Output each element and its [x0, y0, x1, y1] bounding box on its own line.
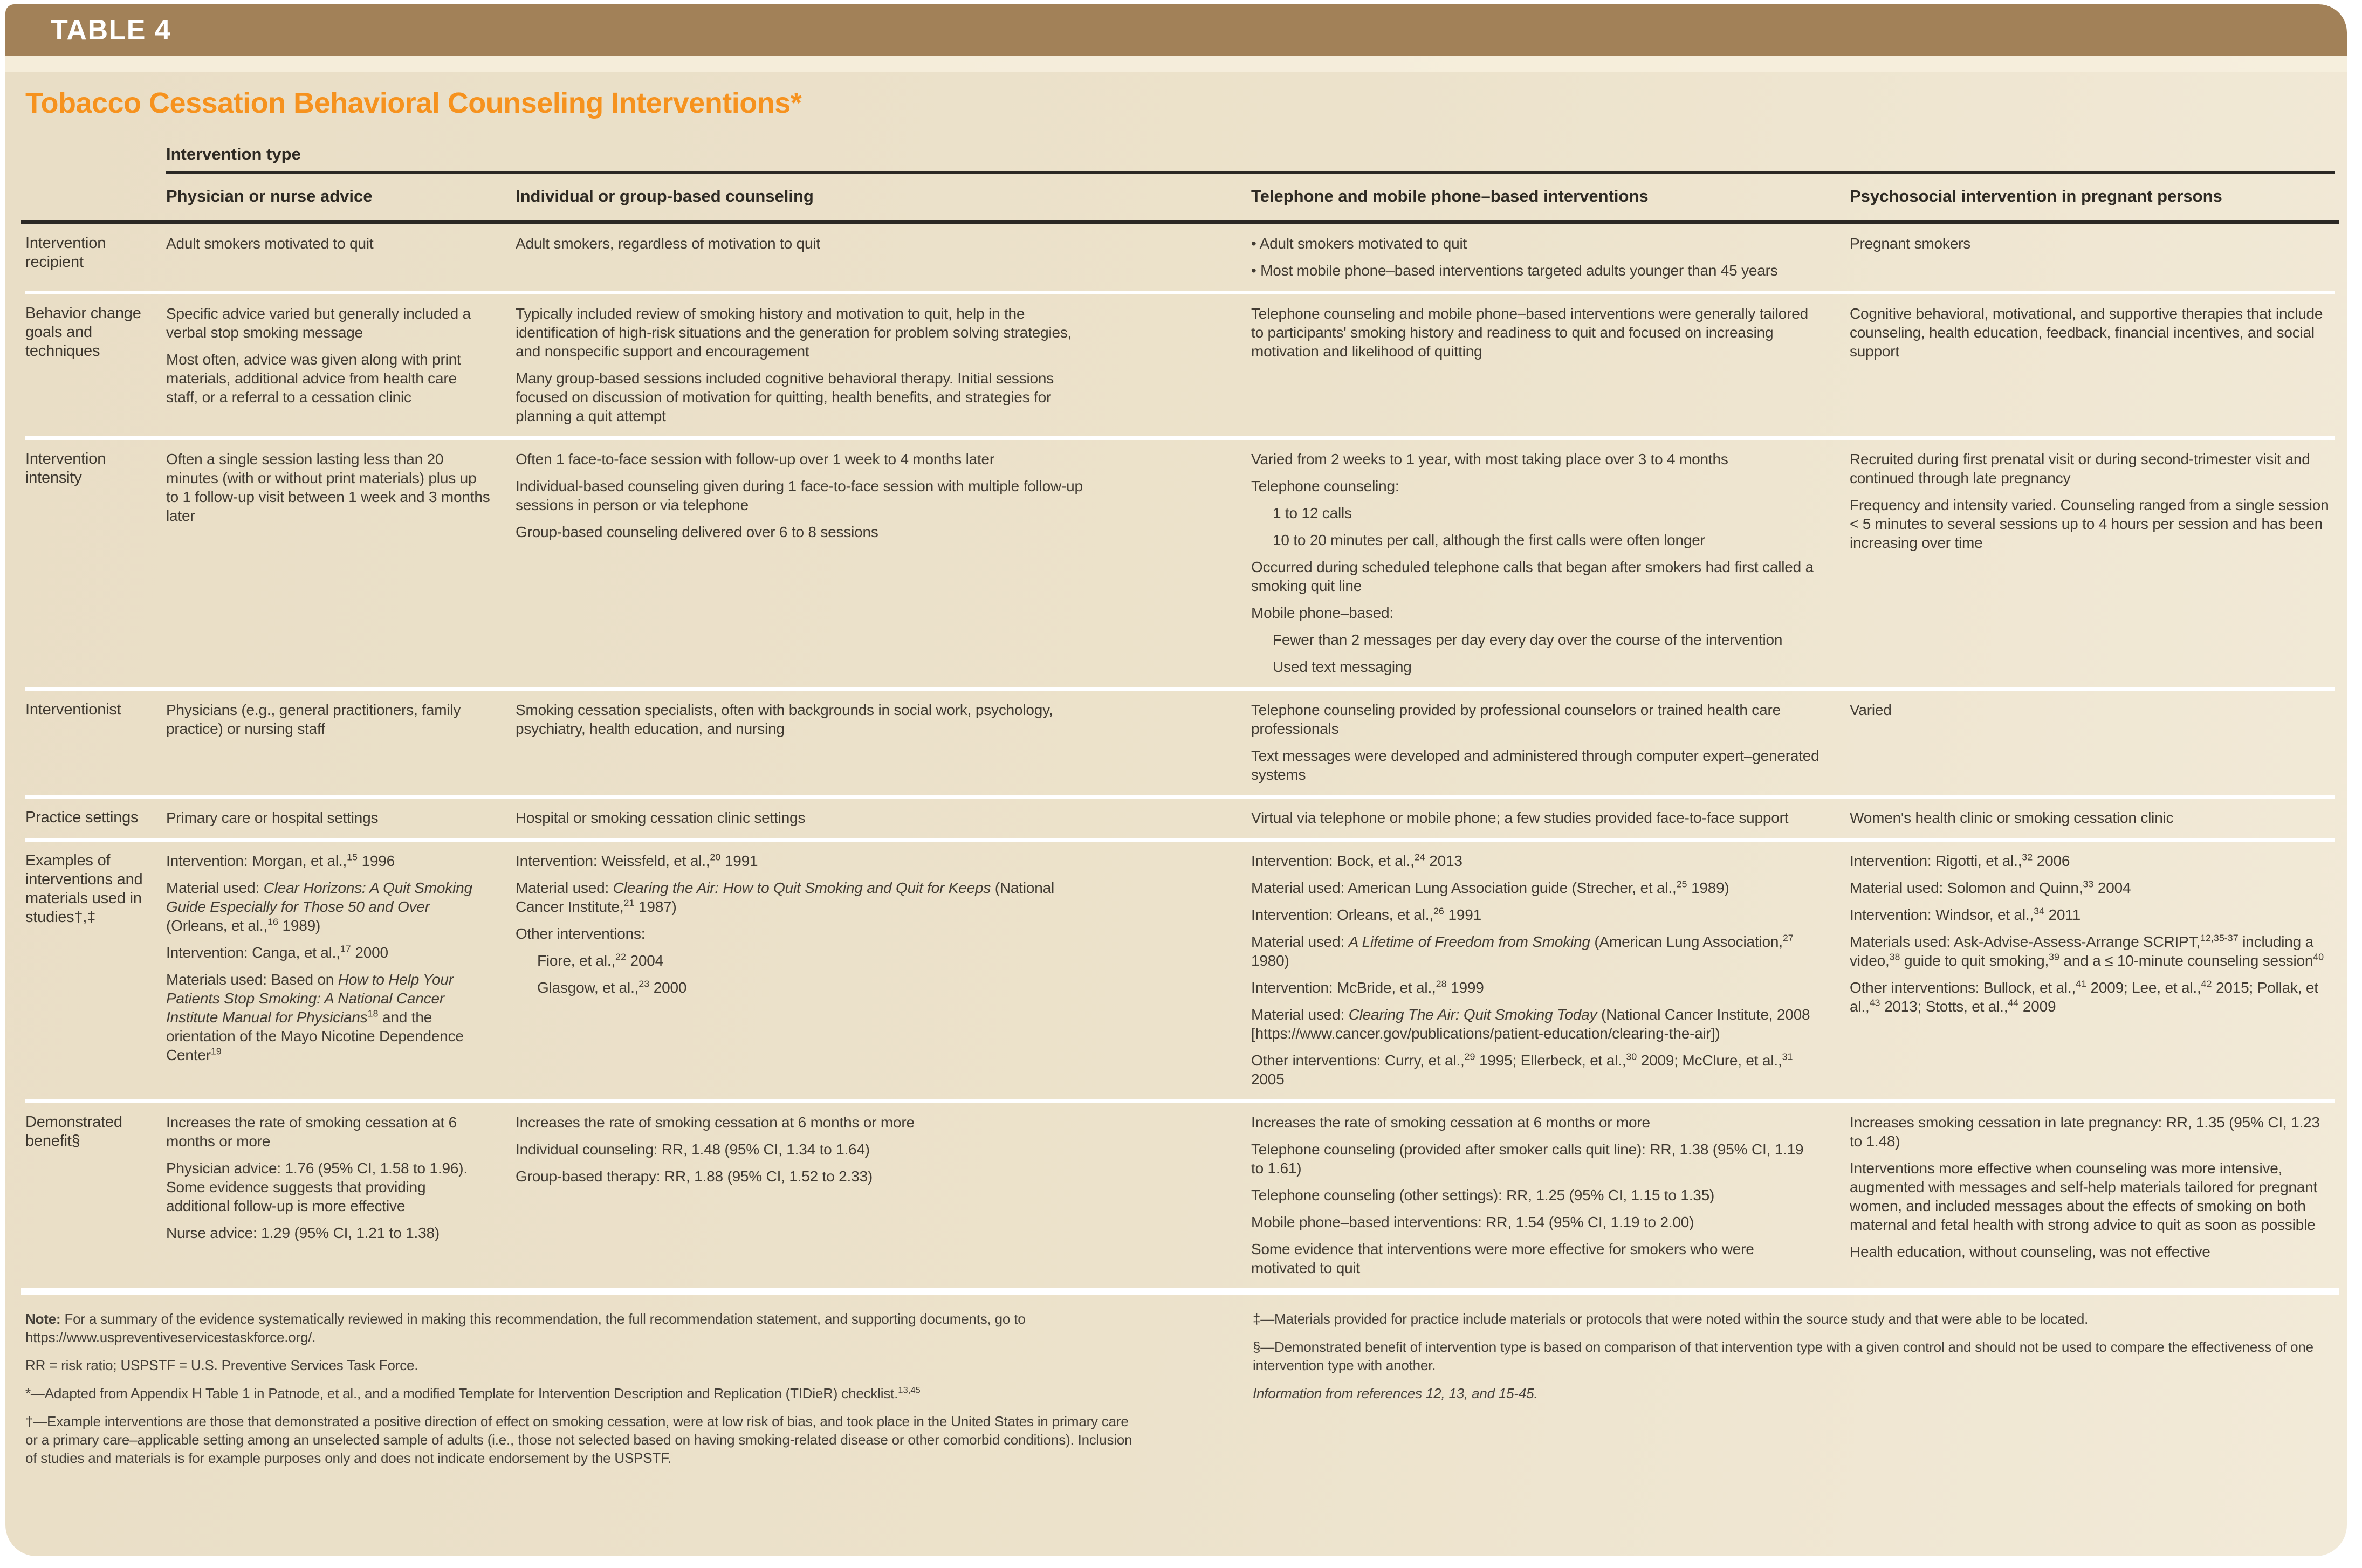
cell-paragraph: Women's health clinic or smoking cessation clinic	[1850, 809, 2174, 826]
cell-paragraph: Material used: Clearing the Air: How to Quit Smoking and Quit for Keeps (National Cancer Institute,$^{21}$ 1987)	[516, 879, 1055, 915]
cell-paragraph: Intervention: Orleans, et al.,$^{26}$ 1991	[1251, 905, 1481, 923]
table-cell	[166, 304, 516, 425]
row-label: Intervention recipient	[25, 235, 106, 271]
column-header-physician-advice: Physician or nurse advice	[166, 187, 373, 205]
table-content	[5, 86, 2347, 1467]
intervention-type-group-header: Intervention type	[166, 145, 2335, 174]
table-number-label: TABLE 4	[51, 15, 171, 46]
table-cell	[1251, 851, 1850, 1089]
cell-paragraph: Adult smokers, regardless of motivation to quit	[516, 235, 820, 252]
cell-paragraph: Increases the rate of smoking cessation at 6 months or more	[166, 1114, 457, 1150]
table-row	[25, 687, 2335, 795]
cell-paragraph: Group-based counseling delivered over 6 to 8 sessions	[516, 524, 878, 540]
cell-paragraph: Glasgow, et al.,$^{23}$ 2000	[537, 978, 687, 996]
cell-paragraph: Telephone counseling:	[1251, 478, 1399, 494]
cell-paragraph: Health education, without counseling, was not effective	[1850, 1243, 2210, 1260]
cell-paragraph: Individual-based counseling given during 1 face-to-face session with multiple follow-up sessions in person or via telephone	[516, 478, 1083, 513]
cell-paragraph: Pregnant smokers	[1850, 235, 1971, 252]
table-row	[25, 224, 2335, 291]
column-header-spacer	[25, 187, 166, 206]
table-row	[25, 436, 2335, 687]
table-cell	[516, 450, 1251, 676]
divider-band	[5, 56, 2347, 72]
footnote: Information from references 12, 13, and 15-45.	[1253, 1385, 1538, 1401]
row-label: Interventionist	[25, 701, 121, 718]
cell-paragraph: Physician advice: 1.76 (95% CI, 1.58 to 1.96). Some evidence suggests that providing additional follow-up is more effective	[166, 1160, 468, 1214]
table-row	[25, 795, 2335, 838]
table-row	[25, 838, 2335, 1099]
table-cell	[1850, 1113, 2335, 1277]
column-header-individual-group-counseling: Individual or group-based counseling	[516, 187, 814, 205]
table-cell	[516, 234, 1251, 280]
cell-paragraph: Cognitive behavioral, motivational, and supportive therapies that include counseling, health education, feedback, financial incentives, and social support	[1850, 305, 2323, 360]
cell-paragraph: Intervention: Bock, et al.,$^{24}$ 2013	[1251, 851, 1462, 869]
table-number-bar	[5, 4, 2347, 56]
cell-paragraph: Material used: A Lifetime of Freedom from Smoking (American Lung Association,$^{27}$ 1980)	[1251, 932, 1794, 969]
cell-paragraph: Adult smokers motivated to quit	[166, 235, 374, 252]
footnotes-left-column	[25, 1310, 1136, 1467]
cell-paragraph: Intervention: Canga, et al.,$^{17}$ 2000	[166, 943, 388, 961]
table-cell	[166, 1113, 516, 1277]
cell-paragraph: Specific advice varied but generally included a verbal stop smoking message	[166, 305, 471, 341]
table-cell	[166, 450, 516, 676]
cell-paragraph: Varied	[1850, 702, 1892, 718]
cell-paragraph: 1 to 12 calls	[1273, 505, 1352, 521]
table-cell	[516, 808, 1251, 827]
cell-paragraph: Mobile phone–based:	[1251, 604, 1393, 621]
table-cell	[1251, 808, 1850, 827]
table-cell	[1251, 1113, 1850, 1277]
table-cell	[166, 234, 516, 280]
row-label: Examples of interventions and materials used in studies†,‡	[25, 852, 143, 926]
cell-paragraph: Intervention: Rigotti, et al.,$^{32}$ 2006	[1850, 851, 2070, 869]
column-header-psychosocial-pregnant: Psychosocial intervention in pregnant persons	[1850, 187, 2222, 205]
cell-paragraph: Often 1 face-to-face session with follow-up over 1 week to 4 months later	[516, 451, 995, 467]
table-cell	[1850, 808, 2335, 827]
cell-paragraph: Many group-based sessions included cognitive behavioral therapy. Initial sessions focused on discussion of motivation for quitting, health benefits, and strategies for planning a quit attempt	[516, 370, 1054, 424]
column-header-row	[25, 174, 2335, 220]
table-title: Tobacco Cessation Behavioral Counseling Interventions*	[25, 87, 802, 119]
footnote: †—Example interventions are those that demonstrated a positive direction of effect on smoking cessation, were at low risk of bias, and took place in the United States in primary care or a primary care–applicable setting among an unselected sample of adults (i.e., those not selected based on having smoking-related disease or other comorbid conditions). Inclusion of studies and materials is for example purposes only and does not indicate endorsement by the USPSTF.	[25, 1413, 1132, 1466]
cell-paragraph: Some evidence that interventions were more effective for smokers who were motivated to quit	[1251, 1241, 1754, 1276]
column-header-telephone-mobile: Telephone and mobile phone–based interventions	[1251, 187, 1649, 205]
table-cell	[1251, 450, 1850, 676]
cell-paragraph: Virtual via telephone or mobile phone; a few studies provided face-to-face support	[1251, 809, 1789, 826]
row-label: Intervention intensity	[25, 450, 106, 486]
cell-paragraph: Occurred during scheduled telephone calls that began after smokers had first called a smoking quit line	[1251, 559, 1814, 594]
cell-paragraph: Other interventions: Curry, et al.,$^{29}$ 1995; Ellerbeck, et al.,$^{30}$ 2009; McClure, et al.,$^{31}$ 2005	[1251, 1051, 1793, 1088]
table-cell	[1850, 700, 2335, 784]
table-body	[25, 224, 2335, 1288]
table-cell	[1850, 450, 2335, 676]
table-cell	[1251, 234, 1850, 280]
cell-paragraph: Intervention: Weissfeld, et al.,$^{20}$ 1991	[516, 851, 758, 869]
cell-paragraph: Materials used: Ask-Advise-Assess-Arrange SCRIPT,$^{12,35-37}$ including a video,$^{38}$ guide to quit smoking,$^{39}$ and a ≤ 10-minute counseling session$^{40}$	[1850, 932, 2324, 969]
cell-paragraph: Material used: Clearing The Air: Quit Smoking Today (National Cancer Institute, 2008 [https://www.cancer.gov/publications/patient-education/clearing-the-air])	[1251, 1006, 1810, 1042]
table-cell	[166, 700, 516, 784]
cell-paragraph: Material used: American Lung Association guide (Strecher, et al.,$^{25}$ 1989)	[1251, 878, 1729, 896]
cell-paragraph: Often a single session lasting less than 20 minutes (with or without print materials) plus up to 1 follow-up visit between 1 week and 3 months later	[166, 451, 490, 524]
table-cell	[1850, 234, 2335, 280]
footnote: *—Adapted from Appendix H Table 1 in Patnode, et al., and a modified Template for Intervention Description and Replication (TIDieR) checklist.$^{13,45}$	[25, 1385, 921, 1401]
cell-paragraph: Fiore, et al.,$^{22}$ 2004	[537, 951, 664, 969]
cell-paragraph: • Adult smokers motivated to quit	[1251, 235, 1467, 252]
cell-paragraph: Typically included review of smoking history and motivation to quit, help in the identification of high-risk situations and the generation for problem solving strategies, and nonspecific support and encouragement	[516, 305, 1072, 360]
row-label: Behavior change goals and techniques	[25, 305, 141, 360]
table-cell	[1251, 304, 1850, 425]
cell-paragraph: Intervention: McBride, et al.,$^{28}$ 1999	[1251, 978, 1484, 996]
cell-paragraph: Increases the rate of smoking cessation at 6 months or more	[516, 1114, 915, 1131]
cell-paragraph: Material used: Clear Horizons: A Quit Smoking Guide Especially for Those 50 and Over (Orleans, et al.,$^{16}$ 1989)	[166, 879, 472, 934]
cell-paragraph: Physicians (e.g., general practitioners, family practice) or nursing staff	[166, 702, 461, 737]
footnotes	[25, 1295, 2335, 1467]
table-cell	[516, 851, 1251, 1089]
footnote: Note: For a summary of the evidence systematically reviewed in making this recommendation, the full recommendation statement, and supporting documents, go to https://www.uspreventiveservicestaskforce.org/.	[25, 1311, 1026, 1345]
cell-paragraph: Most often, advice was given along with print materials, additional advice from health care staff, or a referral to a cessation clinic	[166, 351, 461, 405]
cell-paragraph: Hospital or smoking cessation clinic settings	[516, 809, 806, 826]
cell-paragraph: Interventions more effective when counseling was more intensive, augmented with messages and self-help materials tailored for pregnant women, and included messages about the effects of smoking on both maternal and fetal health with strong advice to quit as soon as possible	[1850, 1160, 2318, 1233]
cell-paragraph: Telephone counseling (other settings): RR, 1.25 (95% CI, 1.15 to 1.35)	[1251, 1187, 1715, 1203]
cell-paragraph: Increases the rate of smoking cessation at 6 months or more	[1251, 1114, 1650, 1131]
cell-paragraph: Telephone counseling and mobile phone–based interventions were generally tailored to participants' smoking history and readiness to quit and focused on increasing motivation and likelihood of quitting	[1251, 305, 1808, 360]
cell-paragraph: Telephone counseling provided by professional counselors or trained health care professionals	[1251, 702, 1781, 737]
cell-paragraph: Mobile phone–based interventions: RR, 1.54 (95% CI, 1.19 to 2.00)	[1251, 1214, 1694, 1230]
cell-paragraph: Intervention: Windsor, et al.,$^{34}$ 2011	[1850, 905, 2081, 923]
cell-paragraph: Other interventions: Bullock, et al.,$^{41}$ 2009; Lee, et al.,$^{42}$ 2015; Pollak, et al.,$^{43}$ 2013; Stotts, et al.,$^{44}$ 2009	[1850, 978, 2318, 1015]
table-cell	[166, 808, 516, 827]
cell-paragraph: Group-based therapy: RR, 1.88 (95% CI, 1.52 to 2.33)	[516, 1168, 873, 1185]
cell-paragraph: Frequency and intensity varied. Counseling ranged from a single session < 5 minutes to several sessions up to 4 hours per session and has been increasing over time	[1850, 497, 2329, 551]
table-cell	[166, 851, 516, 1089]
cell-paragraph: Intervention: Morgan, et al.,$^{15}$ 1996	[166, 851, 395, 869]
cell-paragraph: Fewer than 2 messages per day every day over the course of the intervention	[1273, 631, 1783, 648]
cell-paragraph: Recruited during first prenatal visit or during second-trimester visit and continued through late pregnancy	[1850, 451, 2310, 486]
cell-paragraph: Other interventions:	[516, 925, 646, 942]
cell-paragraph: Text messages were developed and administered through computer expert–generated systems	[1251, 747, 1819, 783]
table-row	[25, 291, 2335, 436]
cell-paragraph: Smoking cessation specialists, often with backgrounds in social work, psychology, psychiatry, health education, and nursing	[516, 702, 1053, 737]
table-panel	[5, 4, 2347, 1556]
footnote: ‡—Materials provided for practice include materials or protocols that were noted within the source study and that were able to be located.	[1253, 1311, 2089, 1327]
cell-paragraph: Nurse advice: 1.29 (95% CI, 1.21 to 1.38)	[166, 1225, 440, 1241]
cell-paragraph: Primary care or hospital settings	[166, 809, 379, 826]
table-end-rule	[21, 1288, 2339, 1295]
table-cell	[516, 304, 1251, 425]
table-cell	[516, 700, 1251, 784]
table-cell	[1850, 304, 2335, 425]
table-cell	[1251, 700, 1850, 784]
header-rule	[21, 220, 2339, 224]
cell-paragraph: Used text messaging	[1273, 658, 1412, 675]
footnote: RR = risk ratio; USPSTF = U.S. Preventive Services Task Force.	[25, 1357, 418, 1373]
table-row	[25, 1099, 2335, 1288]
cell-paragraph: Telephone counseling (provided after smoker calls quit line): RR, 1.38 (95% CI, 1.19 to 1.61)	[1251, 1141, 1804, 1177]
cell-paragraph: Material used: Solomon and Quinn,$^{33}$ 2004	[1850, 878, 2131, 896]
footnotes-right-column	[1253, 1310, 2335, 1467]
row-label: Practice settings	[25, 809, 139, 826]
cell-paragraph: • Most mobile phone–based interventions targeted adults younger than 45 years	[1251, 262, 1778, 279]
footnote: §—Demonstrated benefit of intervention type is based on comparison of that intervention type with a given control and should not be used to compare the effectiveness of one intervention type with another.	[1253, 1339, 2313, 1373]
table-cell	[1850, 851, 2335, 1089]
row-label: Demonstrated benefit§	[25, 1113, 122, 1150]
cell-paragraph: Materials used: Based on How to Help Your Patients Stop Smoking: A National Cancer Institute Manual for Physicians$^{18}$ and the orientation of the Mayo Nicotine Dependence Center$^{19}$	[166, 971, 464, 1063]
table-cell	[516, 1113, 1251, 1277]
cell-paragraph: 10 to 20 minutes per call, although the first calls were often longer	[1273, 532, 1705, 548]
cell-paragraph: Varied from 2 weeks to 1 year, with most taking place over 3 to 4 months	[1251, 451, 1728, 467]
cell-paragraph: Increases smoking cessation in late pregnancy: RR, 1.35 (95% CI, 1.23 to 1.48)	[1850, 1114, 2320, 1150]
cell-paragraph: Individual counseling: RR, 1.48 (95% CI, 1.34 to 1.64)	[516, 1141, 870, 1158]
